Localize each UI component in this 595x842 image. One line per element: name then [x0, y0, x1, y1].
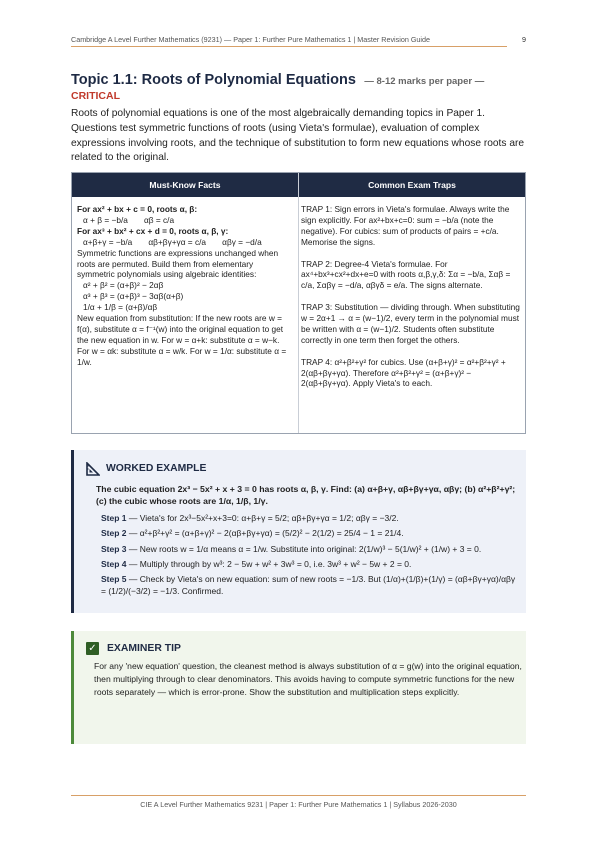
- checkbox-icon: ✓: [86, 642, 99, 655]
- step-item: [101, 512, 519, 524]
- header-must-know-facts: Must-Know Facts: [149, 180, 221, 190]
- step-text: — α²+β²+γ² = (α+β+γ)² − 2(αβ+βγ+γα) = (5/2)² − 2(1/2) = 25/4 − 1 = 21/4.: [126, 528, 404, 539]
- step-text: — New roots w = 1/α means α = 1/w. Substitute into original: 2(1/w)³ − 5(1/w)² + (1/w) + 3 = 0.: [126, 543, 482, 554]
- column-divider: [298, 173, 299, 433]
- header-common-exam-traps: Common Exam Traps: [368, 180, 456, 190]
- examiner-tip-body: For any 'new equation' question, the cleanest method is always substitution of α = g(w) into the original equation, then multiplying through to clear denominators. This avoids having to compute symmetric functions for the new roots separately — which is error-prone. Show the substitution and multiplication steps explicitly.: [94, 661, 522, 697]
- footer-rule: [71, 795, 526, 796]
- topic-title-block: [71, 71, 526, 102]
- trap-item: TRAP 4: α²+β²+γ² for cubics. Use (α+β+γ)² = α²+β²+γ² + 2(αβ+βγ+γα). Therefore α²+β²+γ² = (α+β+γ)² − 2(αβ+βγ+γα). Apply Vieta's to each.: [301, 356, 506, 389]
- step-label: Step 5: [101, 574, 127, 585]
- worked-example-title: WORKED EXAMPLE: [106, 463, 207, 474]
- trap-item: TRAP 3: Substitution — dividing through. When substituting w = 2α+1 → α = (w−1)/2, every term in the polynomial must be written with α = (w−1)/2. Students often substitute correctly in one term then forget the others.: [301, 302, 520, 345]
- topic-marks-meta: — 8-12 marks per paper —: [364, 76, 485, 87]
- cubic-formula: α+β+γ = −b/a αβ+βγ+γα = c/a αβγ = −d/a: [83, 236, 262, 247]
- header-rule: [71, 46, 507, 47]
- identity-reciprocals: 1/α + 1/β = (α+β)/αβ: [83, 302, 158, 313]
- examiner-tip-title: EXAMINER TIP: [107, 643, 181, 654]
- step-label: Step 1: [101, 513, 127, 523]
- set-square-icon: [86, 462, 100, 476]
- header-text: Cambridge A Level Further Mathematics (9231) — Paper 1: Further Pure Mathematics 1 | Master Revision Guide: [71, 35, 430, 44]
- page-number: 9: [522, 35, 526, 44]
- step-label: Step 3: [101, 543, 127, 554]
- step-text: — Multiply through by w³: 2 − 5w + w² + 3w³ = 0, i.e. 3w³ + w² − 5w + 2 = 0.: [126, 558, 412, 569]
- common-exam-traps-cell: [301, 204, 523, 389]
- quadratic-formula: α + β = −b/a αβ = c/a: [83, 214, 175, 225]
- trap-item: TRAP 2: Degree-4 Vieta's formulae. For ax⁴+bx³+cx²+dx+e=0 with roots α,β,γ,δ: Σα = −b/a, Σαβ = c/a, Σαβγ = −d/a, αβγδ = e/a. The signs alternate.: [301, 258, 511, 291]
- page-footer: CIE A Level Further Mathematics 9231 | Paper 1: Further Pure Mathematics 1 | Syllabus 2026-2030: [140, 800, 457, 809]
- worked-example-steps: [101, 512, 519, 601]
- step-label: Step 2: [101, 528, 127, 539]
- trap-item: TRAP 1: Sign errors in Vieta's formulae. Always write the sign explicitly. For ax²+bx+c=0: sum = −b/a (note the negative). For cubics: sum of products of pairs = +c/a. Memorise the signs.: [301, 204, 510, 247]
- step-item: [101, 558, 519, 570]
- must-know-facts-cell: [77, 204, 293, 368]
- quadratic-heading: For ax² + bx + c = 0, roots α, β:: [77, 204, 198, 214]
- step-item: [101, 573, 519, 598]
- topic-title: Topic 1.1: Roots of Polynomial Equations: [71, 72, 356, 88]
- worked-example-box: [71, 450, 526, 613]
- substitution-text: New equation from substitution: If the new roots are w = f(α), substitute α = f⁻¹(w) into the original equation to get the new equation in w. For w = α+k: substitute α = w−k. For w = αk: substitute α = w/k. For w = 1/α: substitute α = 1/w.: [77, 313, 287, 367]
- worked-example-question: The cubic equation 2x³ − 5x² + x + 3 = 0 has roots α, β, γ. Find: (a) α+β+γ, αβ+βγ+γα, αβγ; (b) α²+β²+γ²; (c) the cubic whose roots are 1/α, 1/β, 1/γ.: [96, 484, 516, 507]
- cubic-heading: For ax³ + bx² + cx + d = 0, roots α, β, γ:: [77, 225, 229, 236]
- identity-cubes: α³ + β³ = (α+β)³ − 3αβ(α+β): [83, 291, 184, 302]
- step-text: — Check by Vieta's on new equation: sum of new roots = −1/3. But (1/α)+(1/β)+(1/γ) = (αβ+βγ+γα)/αβγ = (1/2)/(−3/2) = −1/3. Confirmed.: [101, 574, 516, 597]
- symmetric-functions-text: Symmetric functions are expressions unchanged when roots are permuted. Build them from elementary symmetric polynomials using algebraic identities:: [77, 247, 279, 280]
- step-item: [101, 543, 519, 555]
- intro-paragraph: Roots of polynomial equations is one of the most algebraically demanding topics in Paper 1. Questions test symmetric functions of roots (using Vieta's formulae), evaluation of complex expressions involving roots, and the technique of substitution to form new equations whose roots are related to the original.: [71, 108, 525, 164]
- step-label: Step 4: [101, 558, 127, 569]
- step-text: — Vieta's for 2x³−5x²+x+3=0: α+β+γ = 5/2; αβ+βγ+γα = 1/2; αβγ = −3/2.: [126, 513, 399, 523]
- examiner-tip-box: [71, 631, 526, 744]
- facts-traps-table: [71, 172, 526, 434]
- identity-squares: α² + β² = (α+β)² − 2αβ: [83, 280, 164, 291]
- topic-critical-badge: CRITICAL: [71, 90, 120, 102]
- step-item: [101, 527, 519, 539]
